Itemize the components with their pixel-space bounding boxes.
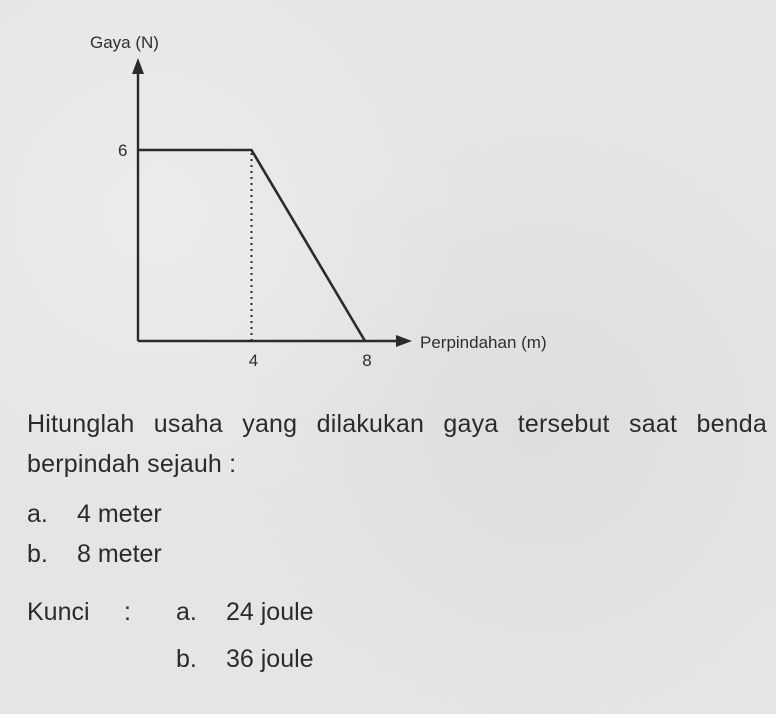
option-b [27,540,162,569]
x-axis-title: Perpindahan (m) [420,333,547,352]
question-text: Hitunglah usaha yang dilakukan gaya tersebut saat benda berpindah sejauh : [27,410,767,478]
y-axis-arrow [132,58,144,74]
option-a-letter: a. [27,500,48,528]
answer-b-text: 36 joule [226,645,314,673]
answer-a-text: 24 joule [226,598,314,626]
answer-key-label: Kunci [27,598,90,626]
x-tick-label-0: 4 [248,351,259,370]
option-b-text: 8 meter [77,540,162,568]
answer-a-letter: a. [176,598,197,626]
option-a-text: 4 meter [77,500,162,528]
answer-a [176,598,314,627]
x-axis-arrow [396,335,412,347]
y-tick-label-0: 6 [118,141,128,160]
y-axis-title: Gaya (N) [90,33,159,52]
x-tick-label-1: 8 [362,351,372,370]
answer-b [176,645,314,674]
answer-b-letter: b. [176,645,197,673]
option-b-letter: b. [27,540,48,568]
option-a [27,500,162,529]
answer-key-colon: : [124,598,131,626]
